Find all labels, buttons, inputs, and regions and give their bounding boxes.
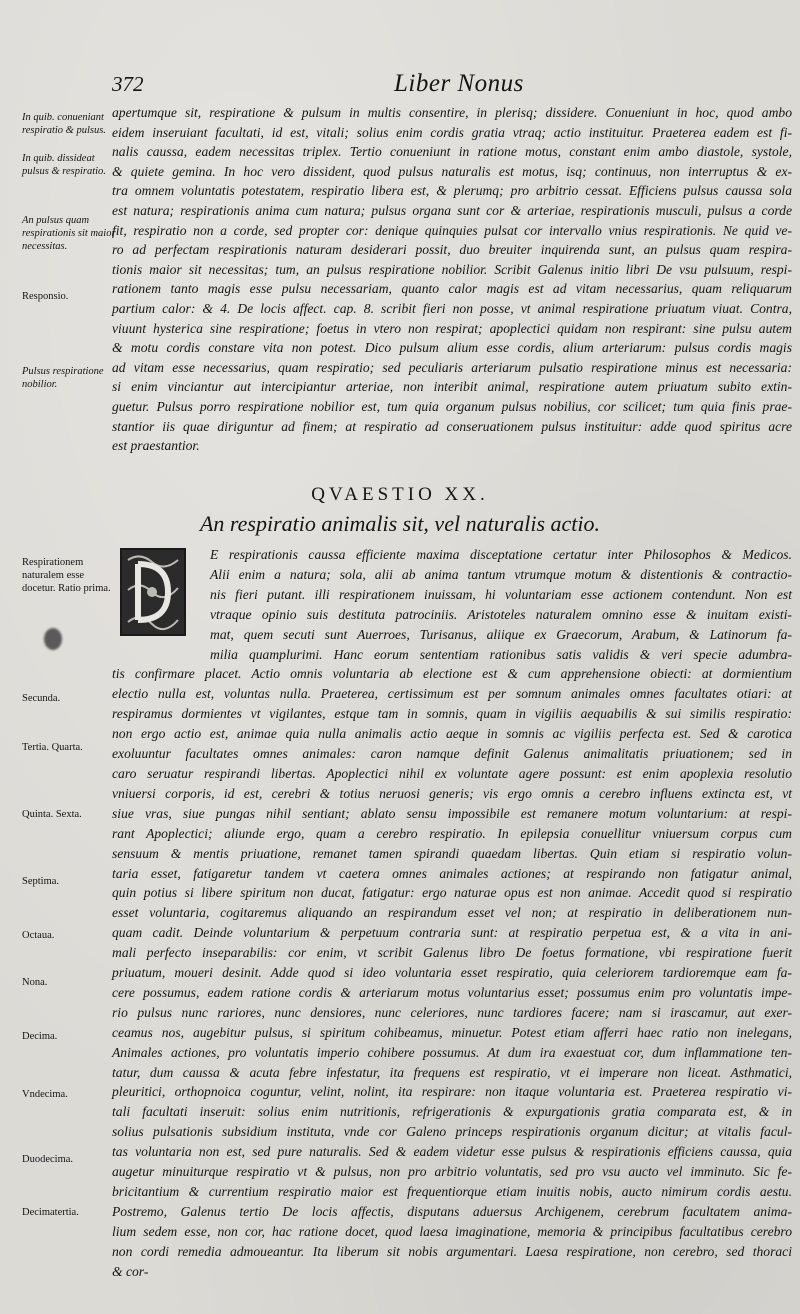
text-line: vniuersi corporis, id est, cerebri & totius neruosi generis; vis ergo omnis a cerebro influens extincta est, vt [112, 785, 792, 801]
text-line: E respirationis caussa efficiente maxima disceptatione certatur inter Philosophos & Medicos. [210, 547, 792, 562]
text-line: siue vras, siue pungas nihil sentiant; ablato sensu impossibile est remanere motum voluntarium: at respi- [112, 805, 792, 821]
text-line: guetur. Pulsus porro respiratione nobilior est, tum quia organum pulsus nobilius, cor scilicet; tum quia finis prae- [112, 398, 792, 414]
text-line: tas voluntaria non est, sed pure naturalis. Sed & eadem videtur esse pulsus & respirationis efficiens caussa, quia [112, 1144, 792, 1160]
text-line: non cordi remedia admoueantur. Ita liberum sit nobis argumentari. Laesa respiratione, non cerebro, sed thoraci [112, 1243, 792, 1259]
text-line: quam cadit. Deinde voluntarium & perpetuum contraria sunt: at respiratio perpetua est, & a vita in ani- [112, 925, 792, 941]
text-line: tatur, dum caussa & acuta febre infestatur, ita frequens est respiratio, vt ei imperare non liceat. Asthmatici, [112, 1064, 792, 1080]
margin-note: Decima. [22, 1031, 58, 1042]
text-line: est praestantior. [112, 438, 200, 454]
page-number: 372 [112, 72, 144, 96]
text-line: viuunt hysterica sine respiratione; foetus in vtero non respirat; apoplectici quidam non respirant: sine pulsu autem [112, 320, 792, 336]
text-line: rant Apoplectici; aliunde ergo, quam a cerebro respiratio. In epilepsia conuellitur vniuersum corpus cum [112, 825, 792, 841]
margin-note: Vndecima. [22, 1089, 68, 1100]
text-line: apertumque sit, respiratione & pulsum in multis consentire, in plerisq; dissidere. Conueniunt in hoc, quod ambo [112, 105, 792, 120]
margin-note: Tertia. Quarta. [22, 742, 83, 753]
text-line: partium calor: & 4. De locis affect. cap. 8. scribit fieri non posse, vt animal respiratione priuatum viuat. Contra, [112, 300, 792, 316]
text-line: solius pulsationis subsidium instituta, vnde cor Galeno princeps respirationis organum dicitur; at vitalis facul- [112, 1124, 792, 1140]
text-line: eidem inseruiant facultati, id est, vitali; solius enim cordis gratia vtraq; actio instituitur. Praeterea eadem est fi- [112, 124, 792, 140]
margin-note: Nona. [22, 977, 48, 988]
margin-note: Quinta. Sexta. [22, 809, 82, 820]
text-line: vtraque opinio suis destituta patrociniis. Aristoteles naturalem omnino esse & inuitam existi- [210, 606, 792, 622]
text-line: si enim vinciantur aut intercipiantur arteriae, non interibit animal, respiratione autem priuatum subito extin- [112, 379, 792, 395]
margin-note: In quib. conueniant respiratio & pulsus. [22, 112, 106, 136]
text-line: pleuritici, orthopnoica coguntur, velint, nolint, ita respirare: non itaque voluntaria est. Praeterea respiratio vi- [112, 1084, 792, 1100]
text-line: ceamus nos, augebitur pulsus, si spiritum cohibeamus, minuetur. Potest etiam afferri haec ratio non inelegans, [112, 1024, 792, 1040]
text-line: fit, respiratio non a corde, sed propter cor: denique quinquies pulsat cor intervallo vnius respirationis. Ne quid ve- [112, 222, 792, 238]
text-line: augetur minuiturque respiratio vt & pulsus, non pro arbitrio voluntatis, sed pro vsu aucto vel imminuto. Sic fe- [112, 1164, 792, 1180]
margin-note: Responsio. [22, 291, 69, 302]
text-line: ad vitam esse necessarius, quam respiratio; sed peculiaris arteriarum pulsatio respiratione minus est necessaria: [112, 359, 792, 375]
text-line: Postremo, Galenus tertio De locis affectis, disputans aduersus Archigenem, cerebrum facultatem anima- [112, 1203, 792, 1219]
text-line: caro seruatur respirandi libertas. Apoplectici nihil ex voluntate agere possunt: est enim apoplexia resolutio [112, 765, 792, 781]
body-text-main [112, 545, 792, 1282]
text-line: nis fieri putant. illi respirationem inuissam, hi voluntariam esse actionem contendunt. Non est [210, 586, 792, 602]
text-line: tionis maior sit necessitas; tum, an pulsus respiratione nobilior. Scribit Galenus initio libri De vsu pulsuum, respi- [112, 261, 792, 277]
text-line: tali facultati inseruit: solius enim nutritionis, refrigerationis & expurgationis gratia comparata est, & in [112, 1104, 792, 1120]
text-line: esset voluntaria, cogitaremus aliquando an respirandum esset vel non; at respiratio in deliberationem nun- [112, 905, 792, 921]
question-title: QVAESTIO XX. [311, 484, 489, 505]
text-line: tis confirmare placet. Actio omnis voluntaria ab electione est & cum apprehensione obiecti: at dormientium [112, 666, 792, 682]
text-line: Animales actiones, pro voluntatis imperio cohibere possumus. At dum ira exaestuat cor, dum inflammatione ten- [112, 1044, 792, 1060]
text-line: rio pulsus nunc rariores, nunc densiores, nunc celeriores, nunc tardiores facere; nam si irascamur, aut exer- [112, 1004, 792, 1020]
text-line: cere possumus, eadem ratione cordis & arteriarum motus voluntarius esset; possumus enim pro voluntatis impe- [112, 984, 792, 1000]
text-line: electio nulla est, voluntas nulla. Praeterea, certissimum est per somnum animales omnes facultates otiari: at [112, 686, 792, 702]
text-line: mali perfecto inseparabilis: cor enim, vt scribit Galenus libro De foetus formatione, vbi respiratione fuerit [112, 945, 792, 961]
text-line: exoluuntur facultates omnes animales: caron namque definit Galenus animalitatis priuationem; sed in [112, 746, 792, 762]
text-line: nalis caussa, eadem necessitas triplex. Tertio conueniunt in ratione motus, constant enim ambo diastole, systole, [112, 144, 792, 160]
text-line: stantior iis quae diriguntur ad finem; at respiratio ad conseruationem pulsus instituitur: adde quod spiritus acre [112, 418, 792, 434]
margin-note: An pulsus quam respirationis sit maior necessitas. [22, 215, 116, 252]
text-line: priuatum, moueri desinit. Adde quod si ideo voluntaria esset respiratio, quia celeriorem tardioremque eam fa- [112, 965, 792, 981]
text-line: non ergo actio est, animae quia nulla animalis actio aeque in somnis ac vigiliis perfecta est. Sed & carotica [112, 726, 792, 742]
text-line: & quiete gemina. In hoc vero dissident, quod pulsus naturalis est motus, isq; continuus, non interruptus & ex- [112, 163, 792, 179]
ink-blot [44, 628, 62, 650]
text-line: Alii enim a natura; sola, alii ab anima tantum vtrumque motum & distentionis & contractio- [210, 566, 792, 582]
question-subtitle: An respiratio animalis sit, vel naturalis actio. [199, 511, 601, 536]
text-line: bricitantium & currentium respiratio maior est frequentiorque etiam inuitis nobis, aucto nimirum cordis aestu. [112, 1184, 792, 1199]
text-line: sensuum & mentis priuatione, remanet tamen spirandi quaedam libertas. Quin etiam si respiratio volun- [112, 845, 792, 861]
margin-note: Octaua. [22, 930, 55, 941]
text-line: tra omnem voluntatis potestatem, respiratio libera est, & plerumq; pro arbitrio cessat. Efficiens pulsus caussa sola [112, 183, 792, 199]
margin-note: Duodecima. [22, 1154, 74, 1165]
margin-note: Respirationem naturalem esse docetur. Ratio prima. [22, 557, 111, 594]
text-line: rationem tanto magis esse pulsu necessariam, quanto calor magis est ad vitam necessarius, quam reliquarum [112, 281, 792, 297]
text-line: & motu cordis constare vita non potest. Dico pulsum alium esse cordis, alium arteriarum: pulsus cordis magis [112, 340, 792, 356]
text-line: respiramus dormientes vt vigilantes, estque tam in somnis, quam in vigiliis aequabilis & sui similis respiratio: [112, 706, 792, 722]
text-line: lium sedem esse, non cor, hac ratione docet, quod laesa imaginatione, memoria & principibus facultatibus cerebro [112, 1223, 792, 1239]
text-line: quin potius si libere spiritum non ducat, fatigatur: ergo naturae opus est non animae. Accedit quod si respiratio [112, 885, 792, 901]
margin-note: Septima. [22, 876, 60, 887]
text-line: est natura; respirationis anima cum natura; pulsus organa sunt cor & arteriae, respirationis musculi, pulsus a corde [112, 202, 792, 218]
text-line: milia quamplurimi. Hanc eorum sententiam rationibus satis validis & veri specie adumbra- [210, 646, 792, 662]
margin-note: Secunda. [22, 693, 61, 704]
body-text-top [112, 103, 792, 456]
running-title: Liber Nonus [394, 70, 524, 97]
margin-note: In quib. dissideat pulsus & respiratio. [22, 153, 106, 177]
text-line: taria esset, fatigaretur tandem vt caetera omnes animales actiones; at respirando non fatigatur animal, [112, 865, 792, 881]
margin-note: Pulsus respiratione nobilior. [22, 366, 104, 390]
catchword: & cor- [112, 1263, 149, 1279]
margin-notes [22, 0, 122, 1314]
margin-note: Decimatertia. [22, 1207, 79, 1218]
text-line: ro ad perfectam respirationis naturam desiderari possit, duo breuiter inquirenda sunt, an pulsus quam respira- [112, 242, 792, 258]
text-line: mat, quem secuti sunt Auerroes, Turisanus, aliique ex Graecorum, Arabum, & Latinorum fa- [210, 626, 792, 642]
